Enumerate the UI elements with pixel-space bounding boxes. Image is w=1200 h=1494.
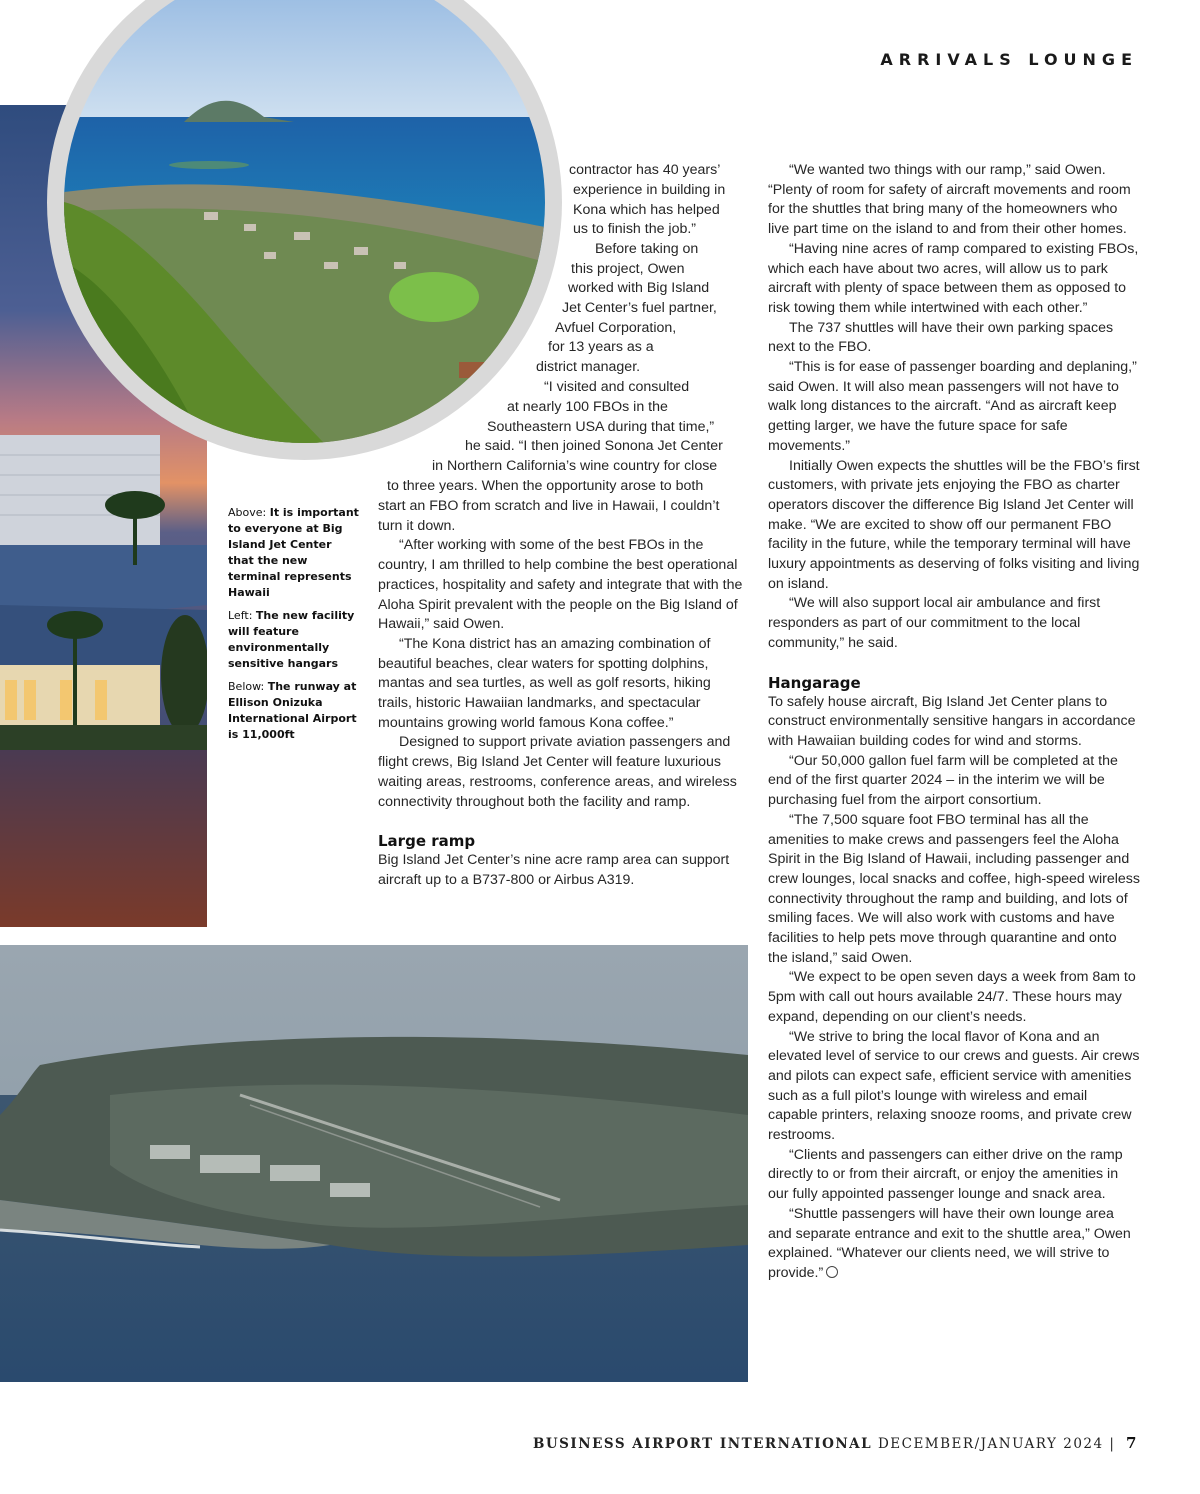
wrap-line: us to finish the job.” [573, 221, 697, 237]
wrap-line: contractor has 40 years’ [569, 162, 721, 178]
publication-name: BUSINESS AIRPORT INTERNATIONAL [533, 1436, 873, 1452]
paragraph: “The Kona district has an amazing combination of beautiful beaches, clear waters for spotting dolphins, mantas and sea turtles, as well as golf resorts, hiking trails, historic Hawaiian landmarks, and spectacular mountains growing world famous Kona coffee.” [378, 635, 711, 731]
paragraph: “Our 50,000 gallon fuel farm will be completed at the end of the first quarter 2024 – in the interim we will be purchasing fuel from the airport consortium. [768, 752, 1118, 809]
issue-date: DECEMBER/JANUARY 2024 [877, 1436, 1104, 1452]
article-column-middle [378, 497, 746, 891]
paragraph: The 737 shuttles will have their own parking spaces next to the FBO. [768, 319, 1114, 356]
wrap-line: Jet Center’s fuel partner, [562, 300, 717, 316]
paragraph: Designed to support private aviation passengers and flight crews, Big Island Jet Center will feature luxurious waiting areas, restrooms, conference areas, and wireless connectivity throughout both the facility and ramp. [378, 734, 737, 810]
wrap-line: to three years. When the opportunity arose to both [387, 478, 704, 494]
wrap-line: Kona which has helped [573, 202, 720, 218]
wrap-line: experience in building in [573, 182, 726, 198]
paragraph: “We wanted two things with our ramp,” said Owen. “Plenty of room for safety of aircraft movements and room for the shuttles that bring many of the homeowners who live part time on the island to and from their other homes. [768, 162, 1131, 238]
wrap-line: worked with Big Island [568, 280, 710, 296]
subhead-large-ramp: Large ramp [378, 832, 476, 851]
section-label: ARRIVALS LOUNGE [880, 50, 1138, 69]
paragraph: “Clients and passengers can either drive on the ramp directly to or from their aircraft, or enjoy the amenities in our fully appointed passenger lounge and snack area. [768, 1146, 1123, 1203]
caption-above: Above: It is important to everyone at Big Island Jet Center that the new terminal represents Hawaii [228, 506, 359, 599]
wrap-line: in Northern California’s wine country for close [432, 458, 718, 474]
paragraph: start an FBO from scratch and live in Hawaii, I couldn’t turn it down. [378, 498, 720, 534]
paragraph-final: “Shuttle passengers will have their own lounge area and separate entrance and exit to the shuttle area,” Owen explained. “Whatever our clients need, we will strive to provide.” [768, 1205, 1131, 1281]
page-number: 7 [1126, 1434, 1137, 1452]
end-of-article-icon [826, 1266, 838, 1278]
paragraph: “We will also support local air ambulance and first responders as part of our commitment to the local community,” he said. [768, 595, 1101, 651]
paragraph: “Having nine acres of ramp compared to existing FBOs, which each have about two acres, will allow us to park aircraft with plenty of space between them as opposed to risk towing them while intertwined with each other.” [768, 240, 1139, 316]
wrap-line: for 13 years as a [548, 339, 654, 355]
wrap-line: he said. “I then joined Sonona Jet Center [465, 438, 723, 454]
paragraph: “After working with some of the best FBOs in the country, I am thrilled to help combine the best operational practices, hospitality and safety and integrate that with the Aloha Spirit prevalent with the people on the Big Island of Hawaii,” said Owen. [378, 537, 743, 633]
footer-separator: | [1109, 1436, 1116, 1452]
wrap-line: at nearly 100 FBOs in the [507, 399, 668, 415]
caption-below: Below: The runway at Ellison Onizuka International Airport is 11,000ft [228, 680, 357, 741]
page-footer [533, 1436, 1115, 1452]
paragraph: “We expect to be open seven days a week from 8am to 5pm with call out hours available 24/7. These hours may expand, depending on our client’s needs. [768, 969, 1136, 1025]
wrap-line: district manager. [536, 359, 641, 375]
wrap-line: “I visited and consulted [544, 379, 690, 395]
paragraph: “This is for ease of passenger boarding and deplaning,” said Owen. It will also mean passengers will not have to walk long distances to the aircraft. “And as aircraft keep getting larger, we have the future space for safe movements.” [768, 359, 1137, 454]
paragraph: Big Island Jet Center’s nine acre ramp area can support aircraft up to a B737-800 or Airbus A319. [378, 852, 730, 888]
paragraph: Initially Owen expects the shuttles will be the FBO’s first customers, with private jets enjoying the FBO as charter operators discover the difference Big Island Jet Center will make. “We are excited to show off our permanent FBO facility in the future, while the temporary terminal will have luxury appointments as deserving of folks visiting and living on island. [768, 457, 1140, 592]
article-column-right [768, 161, 1140, 1284]
photo-captions [228, 505, 360, 750]
paragraph: “We strive to bring the local flavor of Kona and an elevated level of service to our crews and guests. Air crews and pilots can expect safe, efficient service with amenities such as a full pilot’s lounge with wireless and email capable printers, relaxing snooze rooms, and private crew restrooms. [768, 1028, 1140, 1144]
caption-left: Left: The new facility will feature environmentally sensitive hangars [228, 609, 355, 670]
runway-aerial-photo [0, 945, 748, 1382]
wrap-line: Southeastern USA during that time,” [487, 419, 715, 435]
subhead-hangarage: Hangarage [768, 673, 861, 692]
wrap-line: this project, Owen [571, 261, 685, 277]
paragraph: “The 7,500 square foot FBO terminal has all the amenities to make crews and passengers feel the Aloha Spirit in the Big Island of Hawaii, including passenger and crew lounges, local snacks and coffee, high-speed wireless connectivity throughout the ramp and building, and lots of smiling faces. We will also work with customs and have facilities to help pets move through quarantine and onto the island,” said Owen. [768, 811, 1140, 966]
wrap-line: Before taking on [595, 241, 699, 257]
paragraph: To safely house aircraft, Big Island Jet Center plans to construct environmentally sensitive hangars in accordance with Hawaiian building codes for wind and storms. [768, 693, 1136, 749]
wrap-line: Avfuel Corporation, [555, 320, 677, 336]
